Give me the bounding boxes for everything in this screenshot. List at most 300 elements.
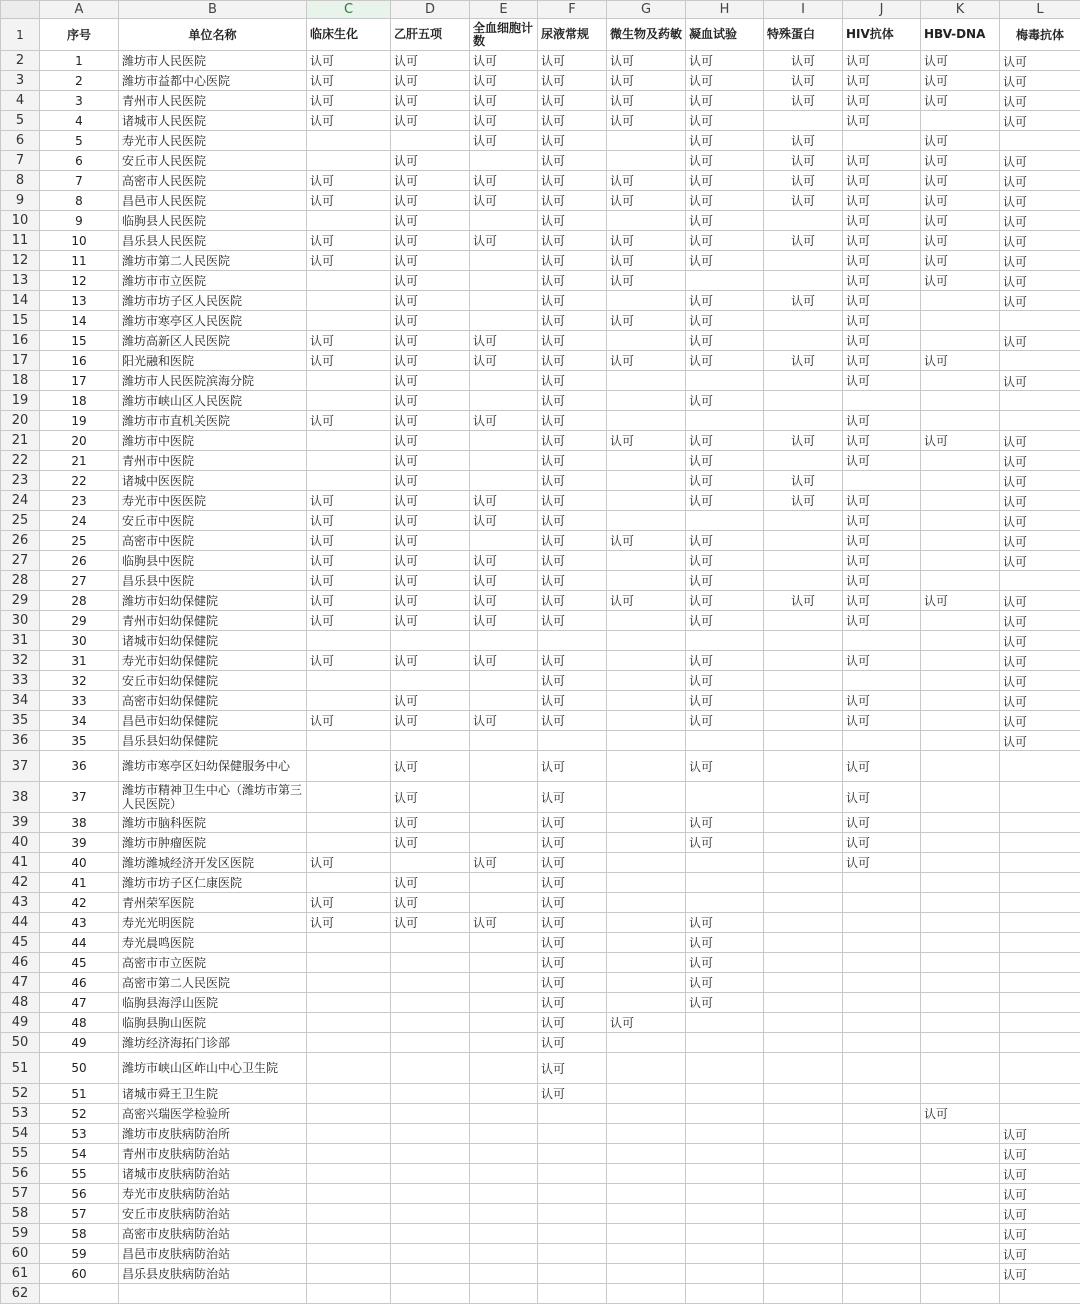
approval-cell[interactable] — [470, 1013, 538, 1033]
seq-cell[interactable]: 22 — [40, 471, 119, 491]
approval-cell[interactable]: 认可 — [391, 271, 470, 291]
approval-cell[interactable] — [307, 391, 391, 411]
row-number[interactable]: 11 — [1, 231, 40, 251]
approval-cell[interactable]: 认可 — [843, 191, 921, 211]
approval-cell[interactable]: 认可 — [391, 691, 470, 711]
column-header-c[interactable]: C — [307, 1, 391, 19]
approval-cell[interactable]: 认可 — [1000, 1184, 1080, 1204]
unit-name-cell[interactable]: 寿光晨鸣医院 — [119, 933, 307, 953]
approval-cell[interactable]: 认可 — [538, 311, 607, 331]
approval-cell[interactable]: 认可 — [538, 913, 607, 933]
approval-cell[interactable] — [764, 411, 843, 431]
approval-cell[interactable]: 认可 — [391, 611, 470, 631]
approval-cell[interactable]: 认可 — [686, 291, 764, 311]
approval-cell[interactable] — [470, 371, 538, 391]
approval-cell[interactable]: 认可 — [1000, 211, 1080, 231]
row-number[interactable]: 44 — [1, 913, 40, 933]
approval-cell[interactable]: 认可 — [391, 171, 470, 191]
row-number[interactable]: 34 — [1, 691, 40, 711]
approval-cell[interactable]: 认可 — [843, 451, 921, 471]
approval-cell[interactable]: 认可 — [1000, 1244, 1080, 1264]
unit-name-cell[interactable]: 潍坊市寒亭区妇幼保健服务中心 — [119, 751, 307, 782]
approval-cell[interactable]: 认可 — [538, 873, 607, 893]
approval-cell[interactable] — [307, 431, 391, 451]
approval-cell[interactable] — [843, 671, 921, 691]
approval-cell[interactable]: 认可 — [391, 551, 470, 571]
row-number[interactable]: 12 — [1, 251, 40, 271]
approval-cell[interactable]: 认可 — [538, 551, 607, 571]
header-cell[interactable]: 序号 — [40, 19, 119, 51]
approval-cell[interactable] — [843, 1164, 921, 1184]
approval-cell[interactable]: 认可 — [538, 251, 607, 271]
approval-cell[interactable]: 认可 — [391, 331, 470, 351]
approval-cell[interactable] — [921, 893, 1000, 913]
approval-cell[interactable]: 认可 — [538, 371, 607, 391]
approval-cell[interactable]: 认可 — [1000, 1204, 1080, 1224]
unit-name-cell[interactable]: 潍坊市人民医院 — [119, 51, 307, 71]
approval-cell[interactable] — [921, 571, 1000, 591]
approval-cell[interactable] — [1000, 782, 1080, 813]
approval-cell[interactable]: 认可 — [391, 913, 470, 933]
approval-cell[interactable] — [686, 1033, 764, 1053]
approval-cell[interactable]: 认可 — [686, 231, 764, 251]
row-number[interactable]: 15 — [1, 311, 40, 331]
approval-cell[interactable]: 认可 — [686, 691, 764, 711]
approval-cell[interactable]: 认可 — [307, 91, 391, 111]
approval-cell[interactable]: 认可 — [1000, 191, 1080, 211]
approval-cell[interactable]: 认可 — [538, 511, 607, 531]
approval-cell[interactable]: 认可 — [470, 91, 538, 111]
approval-cell[interactable]: 认可 — [1000, 1124, 1080, 1144]
seq-cell[interactable]: 29 — [40, 611, 119, 631]
approval-cell[interactable]: 认可 — [307, 551, 391, 571]
approval-cell[interactable]: 认可 — [843, 71, 921, 91]
approval-cell[interactable] — [921, 1264, 1000, 1284]
row-number[interactable]: 21 — [1, 431, 40, 451]
unit-name-cell[interactable]: 安丘市皮肤病防治站 — [119, 1204, 307, 1224]
approval-cell[interactable] — [764, 913, 843, 933]
row-number[interactable]: 49 — [1, 1013, 40, 1033]
approval-cell[interactable] — [607, 1184, 686, 1204]
approval-cell[interactable]: 认可 — [470, 551, 538, 571]
seq-cell[interactable]: 54 — [40, 1144, 119, 1164]
row-number[interactable]: 19 — [1, 391, 40, 411]
approval-cell[interactable]: 认可 — [921, 271, 1000, 291]
approval-cell[interactable]: 认可 — [686, 611, 764, 631]
unit-name-cell[interactable]: 昌邑市人民医院 — [119, 191, 307, 211]
approval-cell[interactable]: 认可 — [1000, 151, 1080, 171]
approval-cell[interactable] — [1000, 933, 1080, 953]
approval-cell[interactable] — [1000, 131, 1080, 151]
approval-cell[interactable]: 认可 — [686, 531, 764, 551]
approval-cell[interactable]: 认可 — [686, 571, 764, 591]
unit-name-cell[interactable]: 临朐县中医院 — [119, 551, 307, 571]
approval-cell[interactable]: 认可 — [843, 711, 921, 731]
seq-cell[interactable]: 6 — [40, 151, 119, 171]
approval-cell[interactable] — [764, 953, 843, 973]
approval-cell[interactable] — [607, 471, 686, 491]
approval-cell[interactable]: 认可 — [538, 1033, 607, 1053]
approval-cell[interactable]: 认可 — [921, 151, 1000, 171]
approval-cell[interactable] — [921, 1224, 1000, 1244]
approval-cell[interactable]: 认可 — [391, 833, 470, 853]
approval-cell[interactable]: 认可 — [470, 71, 538, 91]
approval-cell[interactable]: 认可 — [538, 431, 607, 451]
approval-cell[interactable]: 认可 — [843, 351, 921, 371]
approval-cell[interactable]: 认可 — [470, 411, 538, 431]
approval-cell[interactable]: 认可 — [921, 1104, 1000, 1124]
approval-cell[interactable]: 认可 — [686, 71, 764, 91]
row-number[interactable]: 17 — [1, 351, 40, 371]
seq-cell[interactable]: 10 — [40, 231, 119, 251]
unit-name-cell[interactable]: 安丘市人民医院 — [119, 151, 307, 171]
approval-cell[interactable] — [607, 1244, 686, 1264]
row-number[interactable]: 51 — [1, 1053, 40, 1084]
approval-cell[interactable] — [764, 893, 843, 913]
seq-cell[interactable]: 35 — [40, 731, 119, 751]
empty-cell[interactable] — [470, 1284, 538, 1304]
approval-cell[interactable] — [607, 973, 686, 993]
approval-cell[interactable] — [921, 813, 1000, 833]
approval-cell[interactable] — [1000, 351, 1080, 371]
seq-cell[interactable]: 23 — [40, 491, 119, 511]
approval-cell[interactable]: 认可 — [307, 171, 391, 191]
approval-cell[interactable] — [764, 451, 843, 471]
approval-cell[interactable]: 认可 — [686, 251, 764, 271]
approval-cell[interactable]: 认可 — [1000, 331, 1080, 351]
unit-name-cell[interactable]: 昌邑市皮肤病防治站 — [119, 1244, 307, 1264]
approval-cell[interactable]: 认可 — [307, 571, 391, 591]
approval-cell[interactable] — [307, 1104, 391, 1124]
approval-cell[interactable]: 认可 — [921, 171, 1000, 191]
approval-cell[interactable] — [764, 571, 843, 591]
approval-cell[interactable]: 认可 — [307, 111, 391, 131]
row-number[interactable]: 32 — [1, 651, 40, 671]
row-number[interactable]: 61 — [1, 1264, 40, 1284]
unit-name-cell[interactable]: 高密市市立医院 — [119, 953, 307, 973]
approval-cell[interactable]: 认可 — [391, 231, 470, 251]
approval-cell[interactable] — [470, 471, 538, 491]
approval-cell[interactable] — [307, 873, 391, 893]
approval-cell[interactable] — [921, 611, 1000, 631]
header-cell[interactable]: 乙肝五项 — [391, 19, 470, 51]
approval-cell[interactable]: 认可 — [1000, 711, 1080, 731]
approval-cell[interactable] — [307, 751, 391, 782]
approval-cell[interactable] — [391, 671, 470, 691]
approval-cell[interactable]: 认可 — [686, 111, 764, 131]
approval-cell[interactable]: 认可 — [764, 231, 843, 251]
seq-cell[interactable]: 21 — [40, 451, 119, 471]
approval-cell[interactable] — [607, 751, 686, 782]
approval-cell[interactable] — [686, 1013, 764, 1033]
approval-cell[interactable] — [686, 1184, 764, 1204]
approval-cell[interactable] — [391, 1144, 470, 1164]
approval-cell[interactable]: 认可 — [538, 591, 607, 611]
approval-cell[interactable] — [764, 853, 843, 873]
seq-cell[interactable]: 19 — [40, 411, 119, 431]
approval-cell[interactable]: 认可 — [538, 331, 607, 351]
header-cell[interactable]: 单位名称 — [119, 19, 307, 51]
approval-cell[interactable]: 认可 — [843, 411, 921, 431]
approval-cell[interactable] — [843, 1204, 921, 1224]
seq-cell[interactable]: 51 — [40, 1084, 119, 1104]
approval-cell[interactable]: 认可 — [1000, 271, 1080, 291]
row-number[interactable]: 37 — [1, 751, 40, 782]
seq-cell[interactable]: 9 — [40, 211, 119, 231]
seq-cell[interactable]: 14 — [40, 311, 119, 331]
approval-cell[interactable] — [607, 611, 686, 631]
approval-cell[interactable] — [470, 1144, 538, 1164]
unit-name-cell[interactable]: 诸城市人民医院 — [119, 111, 307, 131]
approval-cell[interactable]: 认可 — [391, 591, 470, 611]
approval-cell[interactable] — [307, 691, 391, 711]
row-number[interactable]: 28 — [1, 571, 40, 591]
approval-cell[interactable]: 认可 — [538, 211, 607, 231]
unit-name-cell[interactable]: 诸城市妇幼保健院 — [119, 631, 307, 651]
seq-cell[interactable]: 25 — [40, 531, 119, 551]
approval-cell[interactable] — [607, 691, 686, 711]
approval-cell[interactable] — [470, 782, 538, 813]
unit-name-cell[interactable]: 临朐县人民医院 — [119, 211, 307, 231]
approval-cell[interactable]: 认可 — [538, 751, 607, 782]
approval-cell[interactable] — [607, 411, 686, 431]
approval-cell[interactable] — [607, 711, 686, 731]
row-number[interactable]: 60 — [1, 1244, 40, 1264]
header-cell[interactable]: 微生物及药敏 — [607, 19, 686, 51]
approval-cell[interactable]: 认可 — [470, 351, 538, 371]
row-number[interactable]: 26 — [1, 531, 40, 551]
approval-cell[interactable] — [921, 391, 1000, 411]
approval-cell[interactable] — [764, 1224, 843, 1244]
approval-cell[interactable] — [921, 631, 1000, 651]
approval-cell[interactable]: 认可 — [843, 51, 921, 71]
approval-cell[interactable]: 认可 — [921, 251, 1000, 271]
approval-cell[interactable] — [843, 893, 921, 913]
approval-cell[interactable]: 认可 — [538, 691, 607, 711]
approval-cell[interactable]: 认可 — [1000, 91, 1080, 111]
approval-cell[interactable] — [686, 1244, 764, 1264]
approval-cell[interactable] — [307, 1204, 391, 1224]
approval-cell[interactable] — [921, 993, 1000, 1013]
approval-cell[interactable] — [921, 1244, 1000, 1264]
approval-cell[interactable] — [607, 511, 686, 531]
approval-cell[interactable] — [607, 731, 686, 751]
approval-cell[interactable] — [764, 671, 843, 691]
approval-cell[interactable] — [470, 271, 538, 291]
approval-cell[interactable] — [921, 853, 1000, 873]
approval-cell[interactable] — [686, 371, 764, 391]
approval-cell[interactable]: 认可 — [843, 91, 921, 111]
approval-cell[interactable]: 认可 — [470, 591, 538, 611]
approval-cell[interactable] — [921, 1164, 1000, 1184]
approval-cell[interactable] — [764, 691, 843, 711]
seq-cell[interactable]: 53 — [40, 1124, 119, 1144]
approval-cell[interactable] — [921, 491, 1000, 511]
unit-name-cell[interactable]: 潍坊市坊子区仁康医院 — [119, 873, 307, 893]
approval-cell[interactable]: 认可 — [307, 511, 391, 531]
seq-cell[interactable]: 40 — [40, 853, 119, 873]
approval-cell[interactable]: 认可 — [1000, 491, 1080, 511]
approval-cell[interactable] — [764, 111, 843, 131]
approval-cell[interactable]: 认可 — [538, 611, 607, 631]
header-cell[interactable]: 临床生化 — [307, 19, 391, 51]
approval-cell[interactable] — [538, 1164, 607, 1184]
row-number[interactable]: 23 — [1, 471, 40, 491]
approval-cell[interactable] — [686, 271, 764, 291]
approval-cell[interactable] — [764, 631, 843, 651]
approval-cell[interactable] — [470, 751, 538, 782]
approval-cell[interactable]: 认可 — [307, 711, 391, 731]
approval-cell[interactable] — [607, 451, 686, 471]
approval-cell[interactable] — [307, 631, 391, 651]
row-number[interactable]: 35 — [1, 711, 40, 731]
approval-cell[interactable] — [764, 1104, 843, 1124]
approval-cell[interactable] — [921, 933, 1000, 953]
seq-cell[interactable]: 1 — [40, 51, 119, 71]
approval-cell[interactable]: 认可 — [1000, 371, 1080, 391]
seq-cell[interactable]: 36 — [40, 751, 119, 782]
approval-cell[interactable]: 认可 — [764, 151, 843, 171]
unit-name-cell[interactable]: 阳光融和医院 — [119, 351, 307, 371]
row-number[interactable]: 27 — [1, 551, 40, 571]
approval-cell[interactable] — [391, 1244, 470, 1264]
unit-name-cell[interactable]: 潍坊市峡山区人民医院 — [119, 391, 307, 411]
approval-cell[interactable]: 认可 — [538, 131, 607, 151]
approval-cell[interactable] — [307, 271, 391, 291]
approval-cell[interactable] — [686, 511, 764, 531]
approval-cell[interactable] — [1000, 1104, 1080, 1124]
approval-cell[interactable] — [307, 1084, 391, 1104]
column-header-i[interactable]: I — [764, 1, 843, 19]
unit-name-cell[interactable]: 青州市中医院 — [119, 451, 307, 471]
empty-cell[interactable] — [119, 1284, 307, 1304]
empty-cell[interactable] — [391, 1284, 470, 1304]
seq-cell[interactable]: 45 — [40, 953, 119, 973]
approval-cell[interactable]: 认可 — [307, 411, 391, 431]
approval-cell[interactable] — [764, 813, 843, 833]
unit-name-cell[interactable]: 潍坊市第二人民医院 — [119, 251, 307, 271]
approval-cell[interactable] — [391, 1104, 470, 1124]
approval-cell[interactable] — [921, 1184, 1000, 1204]
approval-cell[interactable] — [921, 511, 1000, 531]
unit-name-cell[interactable]: 潍坊市人民医院滨海分院 — [119, 371, 307, 391]
approval-cell[interactable] — [764, 933, 843, 953]
approval-cell[interactable] — [686, 1104, 764, 1124]
approval-cell[interactable]: 认可 — [843, 231, 921, 251]
approval-cell[interactable] — [686, 1264, 764, 1284]
approval-cell[interactable]: 认可 — [538, 571, 607, 591]
approval-cell[interactable]: 认可 — [538, 191, 607, 211]
approval-cell[interactable] — [843, 1053, 921, 1084]
column-header-a[interactable]: A — [40, 1, 119, 19]
header-cell[interactable]: 凝血试验 — [686, 19, 764, 51]
approval-cell[interactable]: 认可 — [1000, 1224, 1080, 1244]
row-number[interactable]: 54 — [1, 1124, 40, 1144]
seq-cell[interactable]: 8 — [40, 191, 119, 211]
approval-cell[interactable] — [1000, 833, 1080, 853]
approval-cell[interactable]: 认可 — [307, 51, 391, 71]
approval-cell[interactable]: 认可 — [607, 191, 686, 211]
approval-cell[interactable] — [607, 853, 686, 873]
approval-cell[interactable] — [843, 993, 921, 1013]
approval-cell[interactable] — [686, 782, 764, 813]
approval-cell[interactable]: 认可 — [470, 571, 538, 591]
row-number[interactable]: 33 — [1, 671, 40, 691]
approval-cell[interactable]: 认可 — [843, 151, 921, 171]
approval-cell[interactable] — [764, 1033, 843, 1053]
approval-cell[interactable] — [307, 291, 391, 311]
row-number[interactable]: 1 — [1, 19, 40, 51]
approval-cell[interactable]: 认可 — [538, 853, 607, 873]
approval-cell[interactable] — [607, 1224, 686, 1244]
approval-cell[interactable]: 认可 — [686, 471, 764, 491]
approval-cell[interactable] — [764, 1204, 843, 1224]
approval-cell[interactable] — [843, 1224, 921, 1244]
column-header-d[interactable]: D — [391, 1, 470, 19]
approval-cell[interactable]: 认可 — [538, 151, 607, 171]
approval-cell[interactable]: 认可 — [538, 893, 607, 913]
seq-cell[interactable]: 44 — [40, 933, 119, 953]
row-number[interactable]: 46 — [1, 953, 40, 973]
row-number[interactable]: 6 — [1, 131, 40, 151]
empty-cell[interactable] — [307, 1284, 391, 1304]
unit-name-cell[interactable]: 潍坊市肿瘤医院 — [119, 833, 307, 853]
approval-cell[interactable]: 认可 — [391, 711, 470, 731]
approval-cell[interactable] — [307, 1244, 391, 1264]
approval-cell[interactable] — [764, 993, 843, 1013]
approval-cell[interactable] — [764, 651, 843, 671]
seq-cell[interactable]: 30 — [40, 631, 119, 651]
approval-cell[interactable]: 认可 — [686, 751, 764, 782]
approval-cell[interactable]: 认可 — [686, 711, 764, 731]
approval-cell[interactable]: 认可 — [538, 933, 607, 953]
approval-cell[interactable]: 认可 — [307, 913, 391, 933]
approval-cell[interactable]: 认可 — [470, 511, 538, 531]
approval-cell[interactable] — [307, 671, 391, 691]
select-all-corner[interactable] — [1, 1, 40, 19]
approval-cell[interactable] — [764, 711, 843, 731]
row-number[interactable]: 47 — [1, 973, 40, 993]
approval-cell[interactable] — [470, 1264, 538, 1284]
approval-cell[interactable] — [921, 471, 1000, 491]
approval-cell[interactable] — [391, 993, 470, 1013]
approval-cell[interactable] — [470, 311, 538, 331]
approval-cell[interactable]: 认可 — [686, 591, 764, 611]
approval-cell[interactable] — [921, 731, 1000, 751]
header-cell[interactable]: HIV抗体 — [843, 19, 921, 51]
approval-cell[interactable] — [686, 1144, 764, 1164]
approval-cell[interactable] — [921, 531, 1000, 551]
row-number[interactable]: 20 — [1, 411, 40, 431]
approval-cell[interactable] — [921, 953, 1000, 973]
approval-cell[interactable] — [470, 973, 538, 993]
seq-cell[interactable]: 33 — [40, 691, 119, 711]
seq-cell[interactable]: 41 — [40, 873, 119, 893]
approval-cell[interactable] — [686, 731, 764, 751]
approval-cell[interactable] — [1000, 1084, 1080, 1104]
approval-cell[interactable]: 认可 — [843, 431, 921, 451]
approval-cell[interactable] — [1000, 1053, 1080, 1084]
approval-cell[interactable] — [470, 211, 538, 231]
approval-cell[interactable] — [764, 1053, 843, 1084]
column-header-f[interactable]: F — [538, 1, 607, 19]
approval-cell[interactable]: 认可 — [764, 291, 843, 311]
approval-cell[interactable] — [607, 211, 686, 231]
approval-cell[interactable] — [764, 551, 843, 571]
approval-cell[interactable] — [764, 371, 843, 391]
approval-cell[interactable] — [843, 1104, 921, 1124]
approval-cell[interactable]: 认可 — [764, 171, 843, 191]
